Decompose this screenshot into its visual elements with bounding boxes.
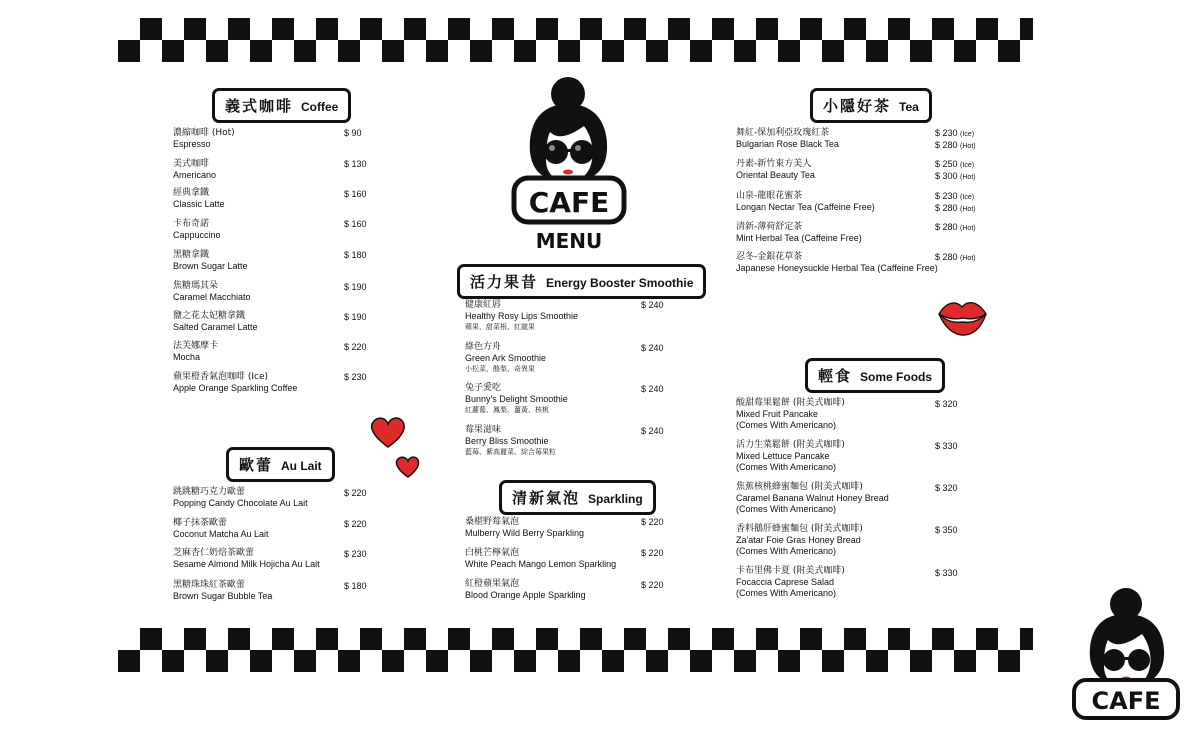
menu-item <box>736 524 863 557</box>
item-note: (Comes With Americano) <box>736 546 837 556</box>
menu-item <box>736 159 815 181</box>
item-price: $ 190 <box>344 312 367 322</box>
item-name-en: Blood Orange Apple Sparkling <box>465 590 586 600</box>
item-price: $ 320 <box>935 483 958 493</box>
item-price: $ 160 <box>344 219 367 229</box>
item-name-en: Apple Orange Sparkling Coffee <box>173 383 298 393</box>
item-name-en: Classic Latte <box>173 199 225 209</box>
item-name-zh: 丹素-新竹東方美人 <box>736 159 812 169</box>
item-name-en: Longan Nectar Tea (Caffeine Free) <box>736 202 875 212</box>
item-price: $ 90 <box>344 128 362 138</box>
item-note: (Comes With Americano) <box>736 588 837 598</box>
menu-item <box>173 341 218 363</box>
item-name-zh: 黑糖珠珠紅茶歐蕾 <box>173 580 246 590</box>
item-name-zh: 法芙娜摩卡 <box>173 341 219 351</box>
item-price <box>935 191 976 215</box>
price-note: (Hot) <box>960 143 976 150</box>
item-name-zh: 舞紅-保加利亞玫瑰紅茶 <box>736 128 830 138</box>
item-price: $ 220 <box>344 342 367 352</box>
item-name-zh: 美式咖啡 <box>173 159 210 169</box>
menu-item <box>736 128 839 150</box>
item-price <box>935 159 976 183</box>
menu-item <box>173 311 258 333</box>
price-note: (Hot) <box>960 255 976 262</box>
menu-item <box>465 383 568 415</box>
item-name-en: Salted Caramel Latte <box>173 322 258 332</box>
price-note: (Hot) <box>960 225 976 232</box>
item-name-zh: 莓果滋味 <box>465 425 502 435</box>
item-price: $ 320 <box>935 399 958 409</box>
price-hot: $ 280 <box>935 252 958 262</box>
menu-item <box>173 548 320 570</box>
smoothie-title-zh: 活力果昔 <box>470 273 539 291</box>
item-price: $ 180 <box>344 581 367 591</box>
item-name-zh: 山泉-龍眼花蜜茶 <box>736 191 803 201</box>
price-ice: $ 230 <box>935 128 958 138</box>
item-name-en: Bulgarian Rose Black Tea <box>736 139 839 149</box>
au-lait-section-title <box>226 447 335 482</box>
item-note: (Comes With Americano) <box>736 420 837 430</box>
price-ice: $ 230 <box>935 191 958 201</box>
menu-item <box>465 425 556 457</box>
item-price: $ 230 <box>344 372 367 382</box>
item-price: $ 330 <box>935 568 958 578</box>
item-name-en: Mixed Lettuce Pancake <box>736 451 830 461</box>
menu-item <box>173 487 308 509</box>
sparkling-section-title <box>499 480 656 515</box>
item-price <box>935 128 976 152</box>
item-name-zh: 跳跳糖巧克力歐蕾 <box>173 487 246 497</box>
item-price <box>935 222 976 234</box>
hearts-icon <box>368 413 428 481</box>
menu-item <box>173 159 216 181</box>
price-ice: $ 250 <box>935 159 958 169</box>
item-name-en: White Peach Mango Lemon Sparkling <box>465 559 617 569</box>
item-description: 蘋果、甜菜根、紅龍果 <box>465 323 535 331</box>
tea-section-title <box>810 88 932 123</box>
smoothie-title-en: Energy Booster Smoothie <box>546 276 694 290</box>
item-name-zh: 桑椹野莓氣泡 <box>465 517 520 527</box>
price-hot: $ 280 <box>935 222 958 232</box>
item-name-en: Za'atar Foie Gras Honey Bread <box>736 535 861 545</box>
item-name-zh: 忍冬-金銀花草茶 <box>736 252 803 262</box>
item-price: $ 190 <box>344 282 367 292</box>
item-name-zh: 卡布里佛卡夏 (附美式咖啡) <box>736 566 845 576</box>
sparkling-title-zh: 清新氣泡 <box>512 489 581 507</box>
logo-cafe-text: CAFE <box>528 186 610 219</box>
item-name-en: Mint Herbal Tea (Caffeine Free) <box>736 233 862 243</box>
item-description: 紅蘿蔔、鳳梨、薑黃、核桃 <box>465 406 549 414</box>
menu-item <box>465 548 616 570</box>
foods-title-zh: 輕食 <box>818 367 853 385</box>
foods-title-en: Some Foods <box>860 370 933 384</box>
item-name-zh: 卡布奇諾 <box>173 219 210 229</box>
item-note: (Comes With Americano) <box>736 462 837 472</box>
item-name-zh: 經典拿鐵 <box>173 188 210 198</box>
item-name-en: Cappuccino <box>173 230 221 240</box>
item-name-zh: 焦糖瑪其朵 <box>173 281 219 291</box>
price-note: (Ice) <box>960 194 975 201</box>
menu-item <box>173 580 272 602</box>
item-name-en: Mulberry Wild Berry Sparkling <box>465 528 585 538</box>
checkered-border-bottom <box>118 628 1033 672</box>
item-name-zh: 黑糖拿鐵 <box>173 250 210 260</box>
menu-item <box>465 579 586 601</box>
item-name-en: Popping Candy Chocolate Au Lait <box>173 498 308 508</box>
au-lait-title-en: Au Lait <box>281 459 322 473</box>
item-name-en: Focaccia Caprese Salad <box>736 577 835 587</box>
item-price: $ 220 <box>641 517 664 527</box>
item-name-en: Caramel Macchiato <box>173 292 251 302</box>
item-price: $ 240 <box>641 384 664 394</box>
sparkling-title-en: Sparkling <box>588 492 643 506</box>
au-lait-title-zh: 歐蕾 <box>239 456 274 474</box>
item-note: (Comes With Americano) <box>736 504 837 514</box>
menu-item <box>173 219 221 241</box>
item-price: $ 220 <box>641 548 664 558</box>
lips-icon <box>936 298 990 338</box>
item-name-zh: 香料鵝肝蜂蜜麵包 (附美式咖啡) <box>736 524 863 534</box>
item-name-zh: 健康紅唇 <box>465 300 502 310</box>
item-name-en: Bunny's Delight Smoothie <box>465 394 568 404</box>
menu-item <box>736 440 845 473</box>
smoothie-section-title <box>457 264 706 299</box>
foods-section-title <box>805 358 945 393</box>
menu-item <box>736 482 889 515</box>
item-description: 藍莓、紫高麗菜、綜合莓果粒 <box>465 448 556 456</box>
item-name-zh: 酸甜莓果鬆餅 (附美式咖啡) <box>736 398 845 408</box>
menu-item <box>465 342 546 374</box>
menu-item <box>736 398 845 431</box>
logo-menu-text: MENU <box>535 229 603 253</box>
menu-item <box>736 252 938 274</box>
item-name-en: Green Ark Smoothie <box>465 353 547 363</box>
item-price: $ 220 <box>344 519 367 529</box>
item-price: $ 240 <box>641 300 664 310</box>
item-price: $ 220 <box>641 580 664 590</box>
tea-title-zh: 小隱好茶 <box>823 97 892 115</box>
item-price: $ 130 <box>344 159 367 169</box>
item-price: $ 230 <box>344 549 367 559</box>
item-name-zh: 綠色方舟 <box>465 342 502 352</box>
item-price: $ 350 <box>935 525 958 535</box>
price-note: (Hot) <box>960 174 976 181</box>
price-hot: $ 280 <box>935 140 958 150</box>
item-name-zh: 兔子愛吃 <box>465 383 502 393</box>
item-price: $ 220 <box>344 488 367 498</box>
item-name-zh: 芝麻杏仁奶焙茶歐蕾 <box>173 548 255 558</box>
item-name-en: Oriental Beauty Tea <box>736 170 815 180</box>
cafe-logo-small <box>1068 584 1188 724</box>
menu-item <box>736 222 862 244</box>
menu-item <box>173 128 235 150</box>
coffee-title-zh: 義式咖啡 <box>225 97 294 115</box>
price-note: (Ice) <box>960 162 975 169</box>
item-name-en: Healthy Rosy Lips Smoothie <box>465 311 579 321</box>
item-name-zh: 濃縮咖啡 (Hot) <box>173 128 235 138</box>
item-name-en: Japanese Honeysuckle Herbal Tea (Caffeine Free) <box>736 263 938 273</box>
price-hot: $ 300 <box>935 171 958 181</box>
cafe-logo <box>510 74 630 260</box>
item-name-en: Sesame Almond Milk Hojicha Au Lait <box>173 559 320 569</box>
price-note: (Hot) <box>960 206 976 213</box>
item-name-en: Brown Sugar Bubble Tea <box>173 591 273 601</box>
item-name-en: Coconut Matcha Au Lait <box>173 529 269 539</box>
item-name-zh: 椰子抹茶歐蕾 <box>173 518 228 528</box>
item-price: $ 240 <box>641 343 664 353</box>
item-price: $ 330 <box>935 441 958 451</box>
item-name-zh: 蘋果橙香氣泡咖啡 (Ice) <box>173 372 269 382</box>
item-name-zh: 紅橙蘋果氣泡 <box>465 579 520 589</box>
item-price: $ 240 <box>641 426 664 436</box>
menu-item <box>173 250 248 272</box>
item-name-en: Berry Bliss Smoothie <box>465 436 549 446</box>
item-price: $ 160 <box>344 189 367 199</box>
item-name-zh: 白桃芒檸氣泡 <box>465 548 520 558</box>
item-name-en: Mocha <box>173 352 201 362</box>
price-note: (Ice) <box>960 131 975 138</box>
item-description: 小松菜、酪梨、奇異果 <box>465 365 535 373</box>
item-name-en: Caramel Banana Walnut Honey Bread <box>736 493 889 503</box>
item-name-en: Mixed Fruit Pancake <box>736 409 819 419</box>
tea-title-en: Tea <box>899 100 919 114</box>
coffee-section-title <box>212 88 351 123</box>
item-name-zh: 鹽之花太妃糖拿鐵 <box>173 311 246 321</box>
menu-item <box>173 372 297 394</box>
item-name-en: Espresso <box>173 139 211 149</box>
item-price: $ 180 <box>344 250 367 260</box>
menu-item <box>736 191 875 213</box>
menu-item <box>736 566 845 599</box>
menu-item <box>465 517 584 539</box>
menu-item <box>465 300 578 332</box>
logo-small-cafe-text: CAFE <box>1091 687 1161 715</box>
checkered-border-top <box>118 18 1033 62</box>
item-name-en: Americano <box>173 170 217 180</box>
coffee-title-en: Coffee <box>301 100 339 114</box>
item-name-en: Brown Sugar Latte <box>173 261 248 271</box>
price-hot: $ 280 <box>935 203 958 213</box>
item-name-zh: 清新-薄荷舒定茶 <box>736 222 803 232</box>
menu-item <box>173 281 251 303</box>
item-name-zh: 活力生菜鬆餅 (附美式咖啡) <box>736 440 845 450</box>
menu-item <box>173 518 269 540</box>
menu-item <box>173 188 225 210</box>
item-price <box>935 252 976 264</box>
item-name-zh: 焦蕉核桃蜂蜜麵包 (附美式咖啡) <box>736 482 863 492</box>
